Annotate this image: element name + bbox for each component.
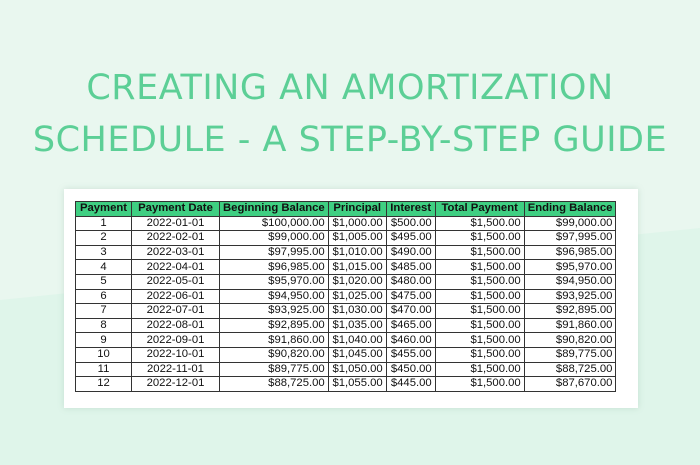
cell-payment: 10 bbox=[76, 347, 132, 362]
cell-beginning-balance: $95,970.00 bbox=[220, 274, 329, 289]
cell-payment-date: 2022-01-01 bbox=[132, 216, 220, 231]
cell-ending-balance: $99,000.00 bbox=[524, 216, 616, 231]
cell-total-payment: $1,500.00 bbox=[435, 347, 524, 362]
cell-payment: 2 bbox=[76, 231, 132, 246]
header-payment-date: Payment Date bbox=[132, 202, 220, 217]
cell-ending-balance: $90,820.00 bbox=[524, 333, 616, 348]
cell-ending-balance: $94,950.00 bbox=[524, 274, 616, 289]
cell-total-payment: $1,500.00 bbox=[435, 362, 524, 377]
cell-principal: $1,030.00 bbox=[328, 304, 386, 319]
cell-interest: $495.00 bbox=[386, 231, 435, 246]
cell-beginning-balance: $94,950.00 bbox=[220, 289, 329, 304]
cell-interest: $485.00 bbox=[386, 260, 435, 275]
cell-ending-balance: $95,970.00 bbox=[524, 260, 616, 275]
header-total-payment: Total Payment bbox=[435, 202, 524, 217]
cell-principal: $1,000.00 bbox=[328, 216, 386, 231]
cell-payment: 1 bbox=[76, 216, 132, 231]
header-beginning-balance: Beginning Balance bbox=[220, 202, 329, 217]
cell-interest: $490.00 bbox=[386, 245, 435, 260]
cell-interest: $480.00 bbox=[386, 274, 435, 289]
cell-payment-date: 2022-03-01 bbox=[132, 245, 220, 260]
header-principal: Principal bbox=[328, 202, 386, 217]
cell-payment: 9 bbox=[76, 333, 132, 348]
cell-principal: $1,015.00 bbox=[328, 260, 386, 275]
cell-payment: 11 bbox=[76, 362, 132, 377]
cell-interest: $455.00 bbox=[386, 347, 435, 362]
table-row bbox=[76, 260, 616, 275]
cell-ending-balance: $97,995.00 bbox=[524, 231, 616, 246]
cell-beginning-balance: $97,995.00 bbox=[220, 245, 329, 260]
cell-principal: $1,020.00 bbox=[328, 274, 386, 289]
table-row bbox=[76, 289, 616, 304]
cell-total-payment: $1,500.00 bbox=[435, 260, 524, 275]
cell-interest: $460.00 bbox=[386, 333, 435, 348]
table-row bbox=[76, 245, 616, 260]
cell-beginning-balance: $93,925.00 bbox=[220, 304, 329, 319]
cell-payment: 7 bbox=[76, 304, 132, 319]
cell-total-payment: $1,500.00 bbox=[435, 333, 524, 348]
cell-total-payment: $1,500.00 bbox=[435, 377, 524, 392]
cell-ending-balance: $88,725.00 bbox=[524, 362, 616, 377]
cell-interest: $465.00 bbox=[386, 318, 435, 333]
cell-beginning-balance: $92,895.00 bbox=[220, 318, 329, 333]
table-row bbox=[76, 231, 616, 246]
cell-total-payment: $1,500.00 bbox=[435, 304, 524, 319]
cell-total-payment: $1,500.00 bbox=[435, 231, 524, 246]
cell-payment-date: 2022-12-01 bbox=[132, 377, 220, 392]
cell-payment-date: 2022-10-01 bbox=[132, 347, 220, 362]
title-line-1: CREATING AN AMORTIZATION bbox=[86, 68, 614, 108]
table-row bbox=[76, 304, 616, 319]
header-row bbox=[76, 202, 616, 217]
cell-interest: $500.00 bbox=[386, 216, 435, 231]
header-payment: Payment bbox=[76, 202, 132, 217]
cell-principal: $1,040.00 bbox=[328, 333, 386, 348]
table-body bbox=[76, 216, 616, 391]
cell-payment-date: 2022-09-01 bbox=[132, 333, 220, 348]
cell-principal: $1,025.00 bbox=[328, 289, 386, 304]
table-row bbox=[76, 347, 616, 362]
cell-beginning-balance: $88,725.00 bbox=[220, 377, 329, 392]
table-row bbox=[76, 216, 616, 231]
cell-payment: 12 bbox=[76, 377, 132, 392]
table-row bbox=[76, 318, 616, 333]
cell-ending-balance: $91,860.00 bbox=[524, 318, 616, 333]
cell-ending-balance: $87,670.00 bbox=[524, 377, 616, 392]
cell-ending-balance: $93,925.00 bbox=[524, 289, 616, 304]
cell-interest: $445.00 bbox=[386, 377, 435, 392]
table-row bbox=[76, 377, 616, 392]
cell-principal: $1,045.00 bbox=[328, 347, 386, 362]
cell-interest: $475.00 bbox=[386, 289, 435, 304]
cell-interest: $450.00 bbox=[386, 362, 435, 377]
cell-ending-balance: $92,895.00 bbox=[524, 304, 616, 319]
cell-beginning-balance: $90,820.00 bbox=[220, 347, 329, 362]
cell-payment-date: 2022-06-01 bbox=[132, 289, 220, 304]
cell-principal: $1,010.00 bbox=[328, 245, 386, 260]
cell-payment: 3 bbox=[76, 245, 132, 260]
cell-payment: 5 bbox=[76, 274, 132, 289]
cell-beginning-balance: $89,775.00 bbox=[220, 362, 329, 377]
cell-principal: $1,005.00 bbox=[328, 231, 386, 246]
cell-payment-date: 2022-08-01 bbox=[132, 318, 220, 333]
cell-ending-balance: $96,985.00 bbox=[524, 245, 616, 260]
title-line-2: SCHEDULE - A STEP-BY-STEP GUIDE bbox=[32, 120, 668, 160]
table-row bbox=[76, 333, 616, 348]
cell-principal: $1,055.00 bbox=[328, 377, 386, 392]
cell-payment-date: 2022-07-01 bbox=[132, 304, 220, 319]
page-title bbox=[0, 62, 700, 166]
amortization-table bbox=[75, 201, 616, 392]
header-ending-balance: Ending Balance bbox=[524, 202, 616, 217]
cell-total-payment: $1,500.00 bbox=[435, 274, 524, 289]
cell-total-payment: $1,500.00 bbox=[435, 245, 524, 260]
cell-beginning-balance: $96,985.00 bbox=[220, 260, 329, 275]
cell-beginning-balance: $100,000.00 bbox=[220, 216, 329, 231]
cell-total-payment: $1,500.00 bbox=[435, 289, 524, 304]
cell-payment: 6 bbox=[76, 289, 132, 304]
spreadsheet-card bbox=[64, 189, 638, 408]
cell-ending-balance: $89,775.00 bbox=[524, 347, 616, 362]
cell-beginning-balance: $91,860.00 bbox=[220, 333, 329, 348]
table-row bbox=[76, 362, 616, 377]
cell-payment-date: 2022-02-01 bbox=[132, 231, 220, 246]
header-interest: Interest bbox=[386, 202, 435, 217]
cell-payment: 8 bbox=[76, 318, 132, 333]
cell-principal: $1,035.00 bbox=[328, 318, 386, 333]
cell-payment-date: 2022-11-01 bbox=[132, 362, 220, 377]
table-row bbox=[76, 274, 616, 289]
cell-interest: $470.00 bbox=[386, 304, 435, 319]
cell-payment-date: 2022-05-01 bbox=[132, 274, 220, 289]
cell-beginning-balance: $99,000.00 bbox=[220, 231, 329, 246]
cell-payment: 4 bbox=[76, 260, 132, 275]
cell-payment-date: 2022-04-01 bbox=[132, 260, 220, 275]
cell-principal: $1,050.00 bbox=[328, 362, 386, 377]
cell-total-payment: $1,500.00 bbox=[435, 216, 524, 231]
cell-total-payment: $1,500.00 bbox=[435, 318, 524, 333]
